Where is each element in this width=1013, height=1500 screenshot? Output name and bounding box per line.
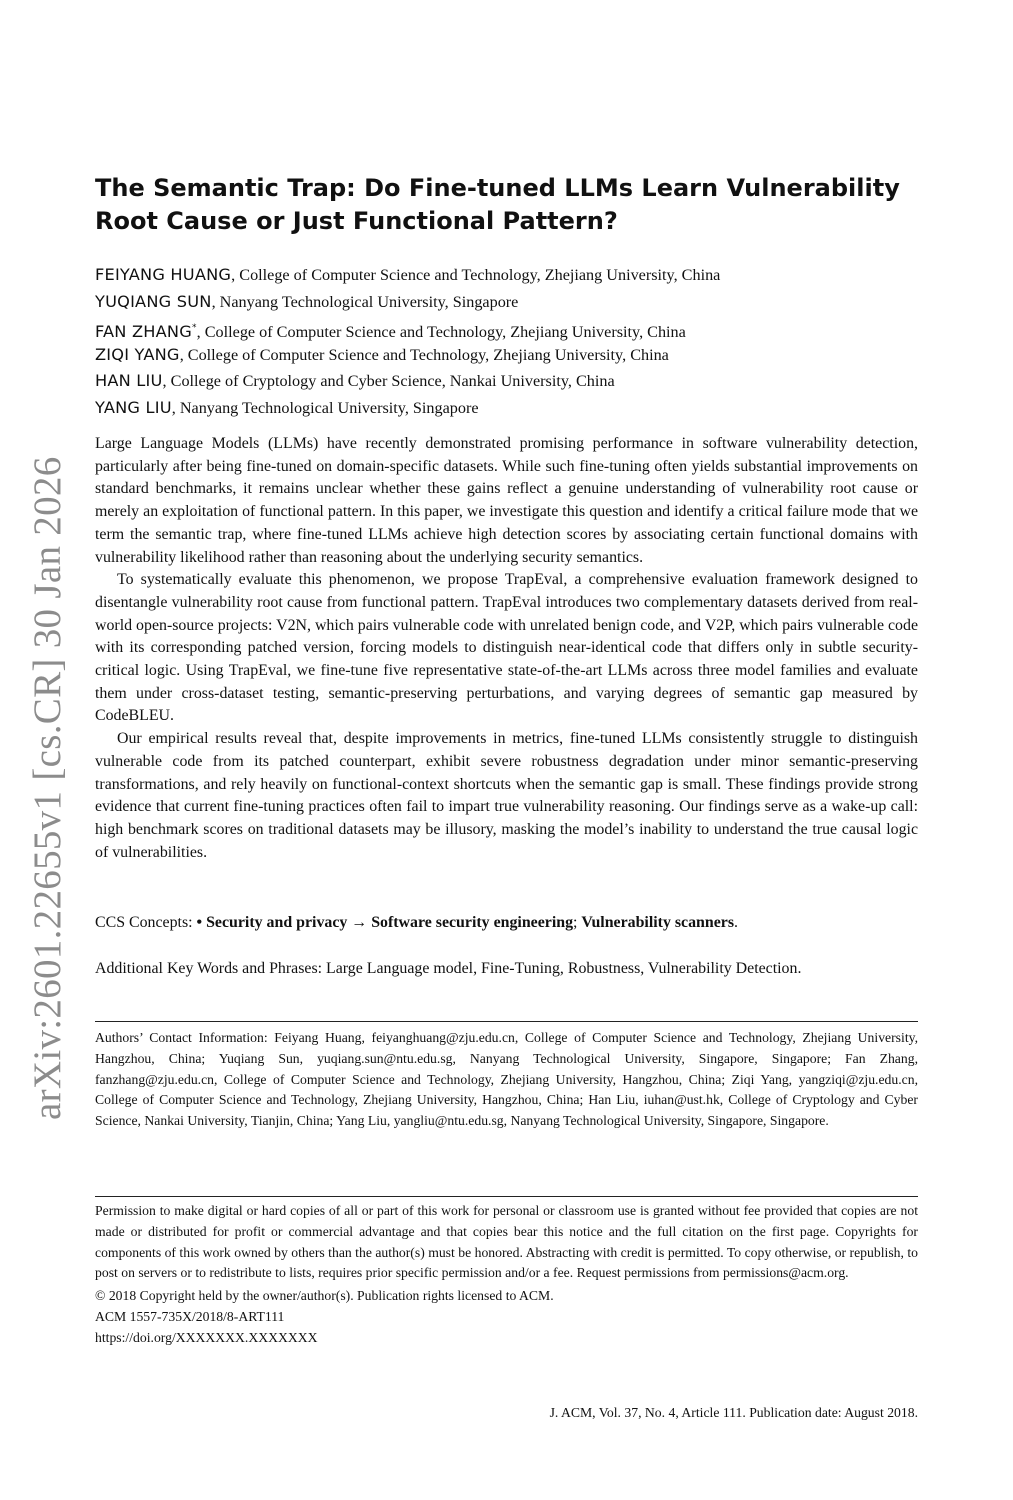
arxiv-identifier-stamp: arXiv:2601.22655v1 [cs.CR] 30 Jan 2026 xyxy=(26,456,69,1120)
author-list xyxy=(95,262,925,422)
permission-divider xyxy=(95,1196,918,1197)
author-entry xyxy=(95,262,925,289)
additional-keywords: Additional Key Words and Phrases: Large Language model, Fine-Tuning, Robustness, Vulnerability Detection. xyxy=(95,960,802,977)
ccs-concept: Security and privacy xyxy=(206,914,348,931)
author-entry xyxy=(95,342,925,369)
ccs-concept: Software security engineering xyxy=(371,914,574,931)
doi-line: https://doi.org/XXXXXXX.XXXXXXX xyxy=(95,1329,318,1345)
author-name xyxy=(95,322,197,341)
author-name-text: FAN ZHANG xyxy=(95,322,192,342)
corresponding-author-mark: * xyxy=(191,323,197,334)
abstract-paragraph: Large Language Models (LLMs) have recently demonstrated promising performance in software vulnerability detection, particularly after being fine-tuned on domain-specific datasets. While such fine-tuning often yields substantial improvements on standard benchmarks, it remains unclear whether these gains reflect a genuine understanding of vulnerability root cause or merely an exploitation of functional pattern. In this paper, we investigate this question and identify a critical failure mode that we term the semantic trap, where fine-tuned LLMs achieve high detection scores by associating certain functional domains with vulnerability likelihood rather than reasoning about the underlying security semantics. xyxy=(95,435,918,566)
ccs-arrow: → xyxy=(347,914,372,931)
copyright-line: © 2018 Copyright held by the owner/author(s). Publication rights licensed to ACM. xyxy=(95,1288,554,1304)
author-affiliation: , College of Computer Science and Technology, Zhejiang University, China xyxy=(179,345,669,364)
author-name: YUQIANG SUN xyxy=(95,291,212,311)
author-name: HAN LIU xyxy=(95,371,163,391)
issn-line: ACM 1557-735X/2018/8-ART111 xyxy=(95,1308,285,1324)
ccs-concept: Vulnerability scanners xyxy=(581,914,735,931)
author-name: FEIYANG HUANG xyxy=(95,265,232,284)
author-affiliation: , College of Computer Science and Technology, Zhejiang University, China xyxy=(196,323,686,342)
permission-text: Permission to make digital or hard copies of all or part of this work for personal or classroom use is granted without fee provided that copies are not made or distributed for profit or commercial advantage and that copies bear this notice and the full citation on the first page. Copyrights for components of this work owned by others than the author(s) must be honored. Abstracting with credit is permitted. To copy otherwise, or republish, to post on servers or to redistribute to lists, requires prior specific permission and/or a fee. Request permissions from permissions@acm.org. xyxy=(95,1203,918,1281)
author-affiliation: , College of Cryptology and Cyber Science, Nankai University, China xyxy=(162,372,615,391)
author-affiliation: , Nanyang Technological University, Singapore xyxy=(171,398,479,417)
footnote-divider xyxy=(95,1021,918,1022)
author-entry xyxy=(95,289,925,316)
permission-notice xyxy=(95,1201,918,1349)
ccs-end: . xyxy=(734,914,739,931)
abstract-paragraph: Our empirical results reveal that, despite improvements in metrics, fine-tuned LLMs consistently struggle to distinguish vulnerable code from its patched counterpart, exhibit severe robustness degradation under minor semantic-preserving transformations, and rely heavily on functional-context shortcuts when the semantic gap is small. These findings provide strong evidence that current fine-tuning practices often fail to impart true vulnerability reasoning. Our findings serve as a wake-up call: high benchmark scores on traditional datasets may be illusory, masking the model’s inability to understand the true causal logic of vulnerabilities. xyxy=(95,730,918,861)
ccs-label: CCS Concepts: xyxy=(95,914,197,931)
journal-footer: J. ACM, Vol. 37, No. 4, Article 111. Publication date: August 2018. xyxy=(549,1405,918,1420)
author-affiliation: , Nanyang Technological University, Singapore xyxy=(211,292,519,311)
author-entry xyxy=(95,368,925,395)
abstract-paragraph: To systematically evaluate this phenomenon, we propose TrapEval, a comprehensive evaluation framework designed to disentangle vulnerability root cause from functional pattern. TrapEval introduces two complementary datasets derived from real-world open-source projects: V2N, which pairs vulnerable code with unrelated benign code, and V2P, which pairs vulnerable code with its corresponding patched version, forcing models to distinguish near-identical code that differs only in subtle security-critical logic. Using TrapEval, we fine-tune five representative state-of-the-art LLMs across three model families and evaluate them under cross-dataset testing, semantic-preserving perturbations, and varying degrees of semantic gap measured by CodeBLEU. xyxy=(95,571,918,725)
abstract xyxy=(95,433,918,864)
ccs-concepts xyxy=(95,912,918,934)
authors-contact-information: Authors’ Contact Information: Feiyang Huang, feiyanghuang@zju.edu.cn, College of Computer Science and Technology, Zhejiang University, Hangzhou, China; Yuqiang Sun, yuqiang.sun@ntu.edu.sg, Nanyang Technological University, Singapore, Singapore; Fan Zhang, fanzhang@zju.edu.cn, College of Computer Science and Technology, Zhejiang University, Hangzhou, China; Ziqi Yang, yangziqi@zju.edu.cn, College of Computer Science and Technology, Zhejiang University, Hangzhou, China; Han Liu, iuhan@ust.hk, College of Cryptology and Cyber Science, Nankai University, Tianjin, China; Yang Liu, yangliu@ntu.edu.sg, Nanyang Technological University, Singapore, Singapore. xyxy=(95,1030,918,1129)
ccs-bullet: • xyxy=(196,914,207,931)
author-name: ZIQI YANG xyxy=(95,344,180,364)
paper-title: The Semantic Trap: Do Fine-tuned LLMs Learn Vulnerability Root Cause or Just Functional Pattern? xyxy=(95,174,900,235)
ccs-separator: ; xyxy=(573,914,582,931)
author-entry xyxy=(95,315,925,342)
author-affiliation: , College of Computer Science and Technology, Zhejiang University, China xyxy=(231,266,721,284)
author-name: YANG LIU xyxy=(95,397,172,417)
author-entry xyxy=(95,395,925,422)
